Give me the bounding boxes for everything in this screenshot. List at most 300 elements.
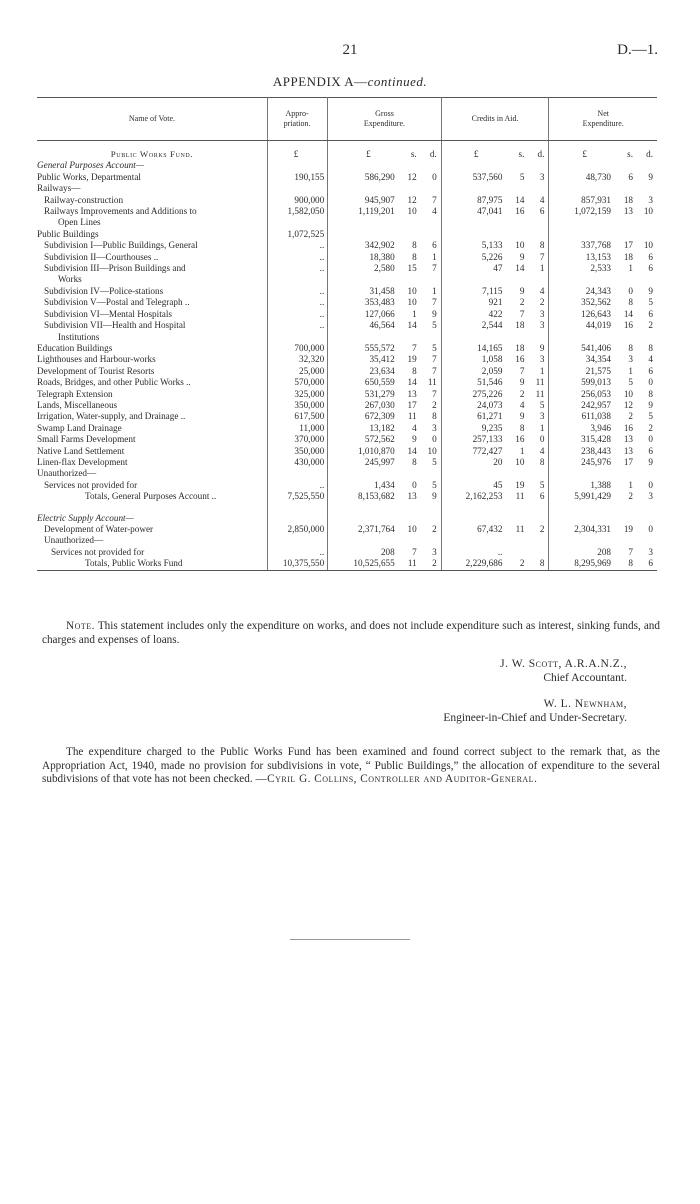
shillings: 16 [515,206,525,217]
appropriation-cell: .. [267,263,327,286]
shillings: 9 [519,377,525,388]
shillings: 8 [628,342,633,353]
gross-cell-value [328,524,440,535]
pence: 11 [535,377,545,388]
pounds: 24,343 [585,285,611,296]
totals-fund-row [37,558,657,570]
credits-cell [441,183,549,194]
net-cell [549,434,657,445]
credits-cell-value [442,389,549,400]
net-cell-value [549,286,657,297]
pounds: 611,038 [581,411,611,422]
col-header-net: Net Expenditure. [549,98,657,141]
vote-name: Native Land Settlement [37,445,125,456]
shillings: 10 [515,240,525,251]
page-number: 21 [342,42,358,58]
appropriation-cell [267,468,327,479]
net-cell [549,535,657,546]
pounds: 51,546 [477,377,503,388]
col-header-appropriation: Appro- priation. [267,98,327,141]
vote-name: Public Works, Departmental [37,171,141,182]
pence: 10 [427,445,437,456]
vote-name-cell [37,480,267,491]
totals-general-row [37,491,657,502]
credits-cell [441,400,549,411]
shillings: 8 [412,251,417,262]
net-cell [549,183,657,194]
pounds: 8,153,682 [357,491,395,502]
shillings: 19 [623,524,633,534]
pence: 9 [648,285,653,296]
net-cell [549,240,657,251]
pence: 5 [539,479,545,490]
table-body [37,141,657,571]
pence: 6 [648,558,653,569]
credits-cell-value [442,558,549,569]
unit-header-credits [442,149,549,160]
shillings: 8 [412,240,417,251]
net-cell [549,229,657,240]
vote-name-cell [37,229,267,240]
gross-cell [328,389,441,400]
credits-cell-value [442,423,549,434]
pounds: 208 [380,546,395,557]
pounds: 87,975 [477,194,503,205]
shillings: 14 [407,377,417,388]
vote-name: Swamp Land Drainage [37,422,122,433]
shillings: 2 [628,411,633,422]
credits-cell-value [442,524,549,535]
empty-cell [441,513,549,524]
credits-cell-value [442,320,549,331]
pounds: 5,133 [481,240,503,251]
shillings: 13 [407,388,417,399]
pence: 4 [539,194,545,205]
shillings: 12 [407,171,417,182]
gross-cell [328,309,441,320]
credits-cell [441,480,549,491]
expenditure-table [37,97,657,571]
net-cell [549,297,657,308]
net-cell-value [549,172,657,183]
pounds: 2,533 [590,263,611,274]
table-row [37,400,657,411]
pence: 3 [539,171,545,182]
unit-shilling: s. [518,149,525,159]
pounds: 772,427 [472,445,503,456]
net-cell [549,366,657,377]
shillings: 11 [515,491,525,502]
pence: 4 [539,285,545,296]
shillings: 10 [407,297,417,308]
pence: 7 [539,251,545,262]
shillings: 18 [623,251,633,262]
pence: 0 [648,479,653,490]
appropriation-cell: .. [267,286,327,297]
vote-name-cell [37,240,267,251]
vote-name: Railways— [37,183,81,194]
pence: 2 [648,320,653,331]
vote-name: Subdivision VII—Health and Hospital [44,320,186,331]
shillings: 18 [515,342,525,353]
pence: 6 [432,240,437,251]
credits-cell [441,252,549,263]
pounds: 1,434 [374,479,395,490]
pounds: 267,030 [364,399,395,410]
pence: 0 [648,434,653,445]
pounds: 857,931 [581,194,611,205]
pence: 6 [648,263,653,274]
pence: 7 [432,354,437,365]
shillings: 1 [519,445,525,456]
net-cell-value [549,389,657,400]
pounds: 315,428 [581,434,611,445]
vote-name-cell [37,389,267,400]
net-cell [549,423,657,434]
net-cell [549,524,657,535]
pounds: 208 [597,546,611,557]
credits-cell-value [442,491,549,502]
pence: 0 [432,171,437,182]
pounds: 5,226 [481,251,503,262]
shillings: 9 [412,434,417,445]
appropriation-cell: 1,582,050 [267,206,327,229]
pounds: 10,525,655 [353,558,395,569]
pence: 9 [648,399,653,410]
net-cell [549,309,657,320]
pence: 0 [539,434,545,445]
pence: 8 [539,558,545,569]
shillings: 13 [623,434,633,445]
shillings: 8 [519,422,525,433]
gross-cell-value [328,172,440,183]
appropriation-cell: 7,525,550 [267,491,327,502]
pence: 5 [648,297,653,308]
shillings: 9 [519,411,525,422]
pence: 2 [539,524,545,534]
pence: 9 [648,456,653,467]
gross-cell-value [328,389,440,400]
credits-cell [441,366,549,377]
net-cell [549,263,657,286]
pounds: 44,019 [585,320,611,331]
pounds: 3,946 [590,422,611,433]
pounds: 7,115 [482,285,503,296]
gross-cell-value [328,297,440,308]
net-cell-value [549,377,657,388]
pounds: 1,058 [481,354,503,365]
vote-name: Subdivision III—Prison Buildings and [44,263,186,274]
pence: 9 [432,308,437,319]
credits-cell-value [442,434,549,445]
pounds: 599,013 [581,377,611,388]
table-row [37,354,657,365]
vote-name-cell [37,252,267,263]
gross-cell-value [328,343,440,354]
appropriation-cell [267,535,327,546]
table-row [37,457,657,468]
net-cell-value [549,366,657,377]
shillings: 16 [623,320,633,331]
pence: 9 [432,491,437,502]
document-reference: D.—1. [617,42,658,58]
pence: 3 [539,308,545,319]
pence: 4 [648,354,653,365]
net-cell-value [549,434,657,445]
signature-engineer [443,697,627,725]
pence: 4 [432,206,437,217]
appropriation-cell: 617,500 [267,411,327,422]
audit-paragraph [42,746,660,787]
shillings: 16 [515,434,525,445]
pounds: 47 [493,263,503,274]
pounds: 13,153 [585,251,611,262]
gross-cell [328,400,441,411]
net-cell [549,195,657,206]
table-row [37,240,657,251]
credits-cell-value [442,480,549,491]
vote-name-cell [37,343,267,354]
pounds: 127,066 [364,308,395,319]
pence: 6 [648,251,653,262]
gross-cell [328,468,441,479]
shillings: 16 [515,354,525,365]
net-cell [549,480,657,491]
gross-cell [328,547,441,558]
shillings: 2 [519,297,525,308]
pounds: 2,371,764 [357,524,395,534]
vote-name: Education Buildings [37,342,113,353]
pounds: 1,072,159 [574,206,611,217]
credits-cell-value [442,195,549,206]
gross-cell [328,252,441,263]
shillings: 5 [628,377,633,388]
pounds: 342,902 [364,240,395,251]
pence: 6 [648,308,653,319]
credits-cell [441,558,549,570]
credits-cell [441,535,549,546]
net-cell [549,558,657,570]
appropriation-cell: 900,000 [267,195,327,206]
pounds: 422 [488,308,503,319]
pence: 9 [648,171,653,182]
note-text: This statement includes only the expenditure on works, and does not include expenditure such as interest, sinking funds, and charges and expenses of loans. [42,620,660,646]
appropriation-cell: 350,000 [267,446,327,457]
credits-cell-value [442,252,549,263]
appropriation-cell: .. [267,309,327,320]
pounds: 46,564 [369,320,395,331]
vote-name: Subdivision V—Postal and Telegraph .. [44,297,190,308]
pence: 3 [648,194,653,205]
net-cell [549,411,657,422]
vote-name: Subdivision VI—Mental Hospitals [44,308,172,319]
appendix-title [0,74,700,90]
pounds: .. [497,546,503,557]
shillings: 7 [412,546,417,557]
pounds: 2,304,331 [574,524,611,534]
shillings: 10 [515,456,525,467]
net-cell-value [549,558,657,569]
shillings: 7 [628,546,633,557]
gross-cell-value [328,252,440,263]
shillings: 19 [407,354,417,365]
pence: 0 [648,524,653,534]
shillings: 8 [412,456,417,467]
spacer-cell [441,503,549,513]
table-row [37,206,657,229]
net-cell-value [549,524,657,535]
shillings: 19 [515,479,525,490]
credits-cell-value [442,206,549,217]
vote-name-cell [37,263,267,286]
pounds: 275,226 [472,388,503,399]
table-row [37,377,657,388]
vote-name-cell [37,535,267,546]
pounds: 23,634 [369,365,395,376]
spacer-row [37,503,657,513]
appropriation-cell: 10,375,550 [267,558,327,570]
credits-cell [441,206,549,229]
gross-cell-value [328,263,440,274]
net-cell [549,457,657,468]
gross-cell [328,366,441,377]
credits-cell [441,229,549,240]
section-title: Public Works Fund. [110,149,194,159]
net-cell-value [549,547,657,558]
pounds: 1,010,870 [357,445,395,456]
shillings: 10 [407,206,417,217]
vote-name-cell [37,297,267,308]
gross-cell [328,206,441,229]
account-heading-row [37,513,657,524]
table-row [37,480,657,491]
net-cell-value [549,491,657,502]
vote-name: Railway-construction [44,194,124,205]
gross-cell [328,558,441,570]
net-cell [549,286,657,297]
general-account-heading: General Purposes Account— [37,160,145,171]
credits-cell [441,320,549,343]
gross-cell [328,172,441,183]
empty-cell [549,513,657,524]
signature-accountant-name: J. W. Scott, A.R.A.N.Z., [500,658,627,670]
unit-header-net [549,149,657,160]
credits-cell-value [442,411,549,422]
shillings: 17 [623,456,633,467]
appropriation-cell: 25,000 [267,366,327,377]
vote-name-cell [37,457,267,468]
appropriation-cell: 350,000 [267,400,327,411]
net-cell [549,389,657,400]
shillings: 15 [407,263,417,274]
credits-cell [441,263,549,286]
credits-cell [441,195,549,206]
net-cell-value [549,297,657,308]
pence: 2 [432,524,437,534]
pounds: 126,643 [581,308,611,319]
shillings: 18 [623,194,633,205]
net-cell [549,491,657,502]
shillings: 5 [519,171,525,182]
net-cell [549,400,657,411]
pence: 6 [539,491,545,502]
net-cell-value [549,411,657,422]
credits-cell-value [442,457,549,468]
pence: 11 [535,388,545,399]
gross-cell [328,524,441,535]
gross-cell [328,263,441,286]
gross-cell-value [328,286,440,297]
gross-cell-value [328,195,440,206]
gross-cell [328,320,441,343]
vote-name-cell [37,172,267,183]
pounds: 18,380 [369,251,395,262]
gross-cell-value [328,206,440,217]
table-row [37,309,657,320]
shillings: 4 [519,399,525,410]
col-header-name: Name of Vote. [37,98,267,141]
appropriation-cell: 2,850,000 [267,524,327,535]
audit-text: The expenditure charged to the Public Works Fund has been examined and found correct subject to the remark that, as the Appropriation Act, 1940, made no provision for subdivisions in vote, “ Public Buildings,” the allocation of expenditure to the several subdivisions of that vote has not been checked. [42,746,660,785]
credits-cell [441,491,549,502]
pounds: 2,162,253 [465,491,503,502]
shillings: 10 [407,524,417,534]
table-row [37,183,657,194]
section-title-row [37,141,657,161]
pence [524,547,548,558]
vote-name-cell [37,195,267,206]
pounds: 67,432 [477,524,503,534]
net-cell [549,354,657,365]
gross-cell-value [328,558,440,569]
shillings: 1 [412,308,417,319]
pence: 1 [539,263,545,274]
pounds: 531,279 [364,388,395,399]
unit-pence: d. [646,149,653,159]
shillings: 17 [407,399,417,410]
pence: 1 [432,251,437,262]
shillings [502,547,524,558]
credits-cell [441,309,549,320]
credits-cell [441,468,549,479]
table-header-row [37,98,657,141]
shillings: 14 [515,194,525,205]
pence: 1 [539,422,545,433]
net-cell-value [549,206,657,217]
net-cell-value [549,354,657,365]
vote-name: Railways Improvements and Additions to [44,206,197,217]
shillings: 12 [407,194,417,205]
credits-cell [441,286,549,297]
vote-name: Unauthorized— [37,468,97,479]
gross-cell [328,240,441,251]
empty-cell [267,513,327,524]
pence: 11 [427,377,437,388]
pence: 6 [648,365,653,376]
net-cell-value [549,457,657,468]
pounds: 8,295,969 [574,558,611,569]
audit-signer: —Cyril G. Collins, Controller and Auditor-General. [255,773,538,785]
pounds: 1,388 [590,479,611,490]
pounds: 245,997 [364,456,395,467]
pence: 5 [432,456,437,467]
table-row [37,195,657,206]
gross-cell [328,343,441,354]
credits-cell-value [442,309,549,320]
unit-pound: £ [473,149,479,159]
pounds: 1,119,201 [358,206,395,217]
gross-cell-value [328,320,440,331]
